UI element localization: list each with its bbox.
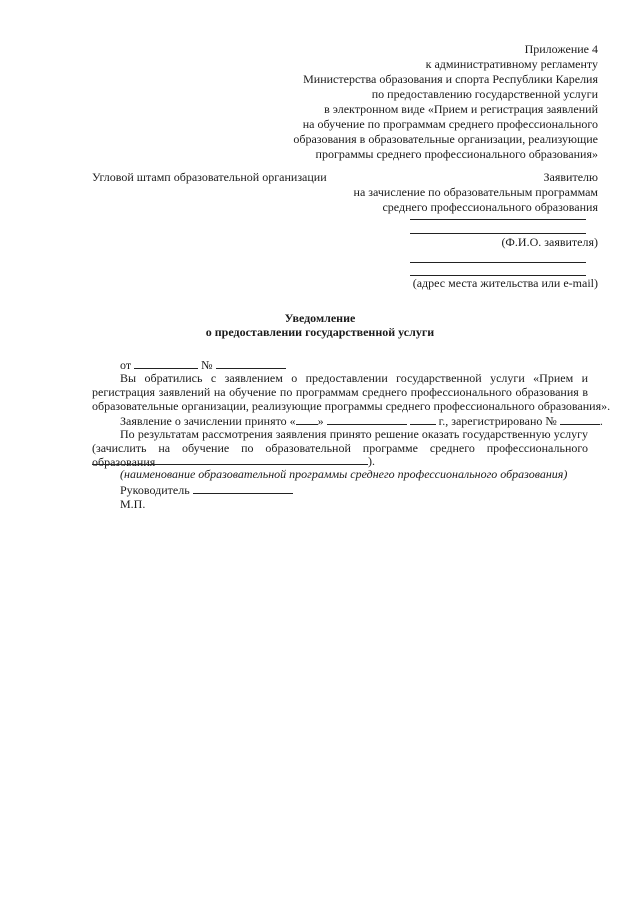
appendix-line: программы среднего профессионального образования» xyxy=(315,147,598,161)
from-label: от xyxy=(120,358,132,372)
recipient-line: на зачисление по образовательным программам xyxy=(353,185,598,199)
date-blank xyxy=(134,357,198,369)
paragraph-1-line: Вы обратились с заявлением о предоставлении государственной услуги «Прием и xyxy=(120,371,588,385)
appendix-line: к административному регламенту xyxy=(425,57,598,71)
address-blank-line xyxy=(410,262,586,263)
signature-line xyxy=(120,482,293,497)
acceptance-line xyxy=(120,413,603,428)
date-number-line xyxy=(120,357,286,372)
paragraph-3-line: По результатам рассмотрения заявления принято решение оказать государственную услугу xyxy=(120,427,588,441)
stamp-label: Угловой штамп образовательной организации xyxy=(92,170,327,184)
appendix-line: на обучение по программам среднего профессионального xyxy=(302,117,598,131)
program-line-end: ). xyxy=(368,454,375,468)
paragraph-1-line: образовательные организации, реализующие программы среднего профессионального образования». xyxy=(92,399,611,413)
number-label: № xyxy=(201,358,213,372)
acceptance-text: . xyxy=(599,414,603,428)
fio-blank-line xyxy=(410,219,586,220)
appendix-line: образования в образовательные организации, реализующие xyxy=(293,132,598,146)
acceptance-text: Заявление о зачислении принято « xyxy=(120,414,296,428)
appendix-line: по предоставлению государственной услуги xyxy=(371,87,598,101)
signature-blank xyxy=(193,482,293,494)
seal-label: М.П. xyxy=(120,497,146,511)
document-subtitle: о предоставлении государственной услуги xyxy=(205,325,435,339)
month-blank xyxy=(327,413,407,425)
appendix-line: в электронном виде «Прием и регистрация заявлений xyxy=(324,102,598,116)
year-blank xyxy=(410,413,436,425)
program-line xyxy=(92,453,375,468)
registration-number-blank xyxy=(560,413,600,425)
acceptance-text: » xyxy=(317,414,324,428)
paragraph-3-line: (зачислить на обучение по образовательной программе среднего профессионального образования xyxy=(92,441,588,469)
acceptance-text: г., зарегистрировано № xyxy=(438,414,557,428)
recipient-line: среднего профессионального образования xyxy=(382,200,598,214)
appendix-line: Приложение 4 xyxy=(524,42,598,56)
fio-caption: (Ф.И.О. заявителя) xyxy=(501,235,598,249)
program-blank xyxy=(92,453,368,465)
paragraph-1-line: регистрация заявлений на обучение по программам среднего профессионального образования в xyxy=(92,385,588,399)
fio-blank-line xyxy=(410,233,586,234)
document-title: Уведомление xyxy=(284,311,356,325)
address-caption: (адрес места жительства или e-mail) xyxy=(412,276,598,290)
program-caption: (наименование образовательной программы среднего профессионального образования) xyxy=(120,467,568,481)
appendix-line: Министерства образования и спорта Республики Карелия xyxy=(303,72,598,86)
head-label: Руководитель xyxy=(120,483,190,497)
day-blank xyxy=(296,413,318,425)
number-blank xyxy=(216,357,286,369)
recipient-title: Заявителю xyxy=(543,170,598,184)
